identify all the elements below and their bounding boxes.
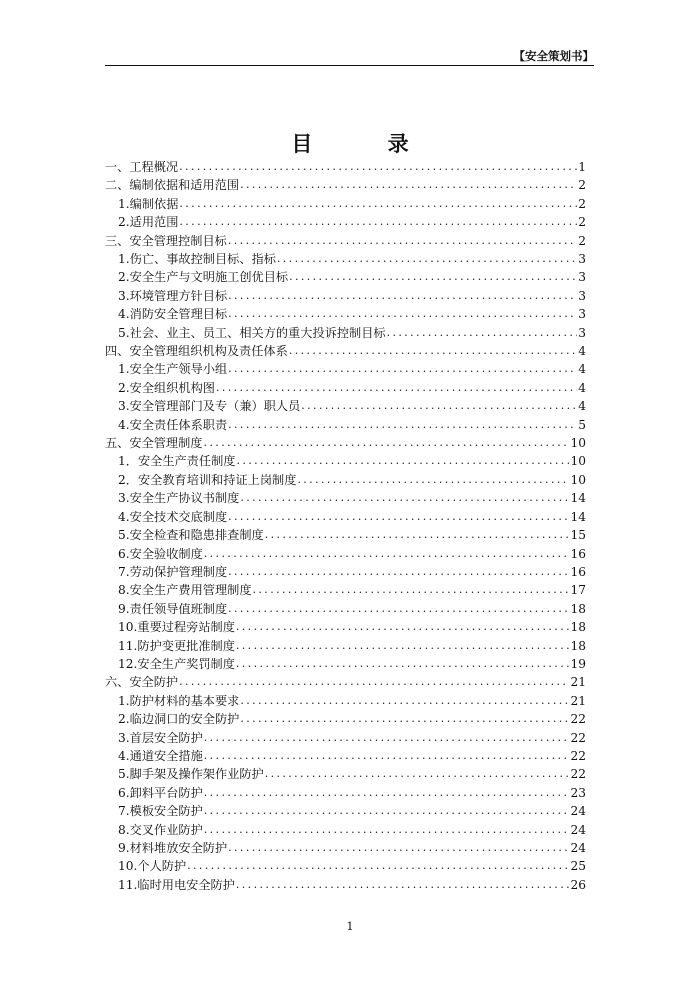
- toc-dot-leader: [236, 655, 570, 673]
- toc-dot-leader: [236, 618, 570, 636]
- toc-entry-page-number: 5: [578, 417, 586, 432]
- toc-entry-page-number: 16: [570, 546, 586, 561]
- toc-dot-leader: [277, 250, 577, 268]
- toc-entry-label: 3.安全生产协议书制度: [118, 491, 240, 506]
- toc-entry-page-number: 3: [578, 325, 586, 340]
- toc-entry[interactable]: [105, 692, 586, 710]
- toc-entry-label: 4.通道安全措施: [118, 748, 203, 763]
- toc-dot-leader: [204, 821, 570, 839]
- toc-entry[interactable]: [105, 581, 586, 599]
- toc-dot-leader: [240, 176, 577, 194]
- toc-dot-leader: [179, 158, 577, 176]
- toc-entry[interactable]: [105, 545, 586, 563]
- toc-entry[interactable]: [105, 342, 586, 360]
- toc-entry-label: 1．安全生产责任制度: [118, 454, 236, 469]
- toc-entry-label: 3.首层安全防护: [118, 730, 203, 745]
- toc-entry-label: 2.适用范围: [118, 215, 179, 230]
- toc-entry[interactable]: [105, 618, 586, 636]
- toc-dot-leader: [204, 784, 570, 802]
- toc-entry-label: 2.安全组织机构图: [118, 380, 215, 395]
- toc-entry-label: 7.模板安全防护: [118, 804, 203, 819]
- toc-entry[interactable]: [105, 526, 586, 544]
- toc-entry-label: 10.个人防护: [118, 859, 187, 874]
- table-of-contents: [105, 158, 586, 894]
- page-number: 1: [346, 920, 354, 933]
- toc-entry[interactable]: [105, 397, 586, 415]
- toc-dot-leader: [204, 434, 570, 452]
- toc-entry-label: 3.环境管理方针目标: [118, 288, 228, 303]
- toc-dot-leader: [289, 342, 577, 360]
- toc-dot-leader: [228, 360, 577, 378]
- toc-dot-leader: [228, 600, 569, 618]
- toc-entry-label: 9.材料堆放安全防护: [118, 841, 228, 856]
- toc-entry-label: 3.安全管理部门及专（兼）职人员: [118, 399, 301, 414]
- toc-entry-page-number: 2: [578, 215, 586, 230]
- toc-entry-label: 一、工程概况: [105, 159, 179, 174]
- toc-dot-leader: [228, 232, 577, 250]
- toc-entry-page-number: 16: [570, 564, 586, 579]
- toc-entry-label: 5.社会、业主、员工、相关方的重大投诉控制目标: [118, 325, 386, 340]
- toc-entry-label: 5.安全检查和隐患排查制度: [118, 528, 264, 543]
- toc-entry-label: 1.安全生产领导小组: [118, 362, 228, 377]
- toc-entry-page-number: 25: [570, 859, 586, 874]
- toc-entry-page-number: 22: [570, 712, 586, 727]
- toc-entry-page-number: 22: [570, 748, 586, 763]
- toc-entry[interactable]: [105, 563, 586, 581]
- toc-dot-leader: [228, 416, 577, 434]
- toc-entry-page-number: 10: [570, 454, 586, 469]
- toc-entry[interactable]: [105, 600, 586, 618]
- toc-dot-leader: [179, 673, 569, 691]
- toc-entry-page-number: 2: [578, 196, 586, 211]
- toc-entry[interactable]: [105, 158, 586, 176]
- toc-entry-page-number: 14: [570, 491, 586, 506]
- toc-dot-leader: [204, 729, 570, 747]
- toc-dot-leader: [187, 857, 569, 875]
- toc-entry[interactable]: [105, 765, 586, 783]
- toc-dot-leader: [301, 397, 577, 415]
- toc-dot-leader: [236, 637, 570, 655]
- toc-entry-label: 5.脚手架及操作架作业防护: [118, 767, 264, 782]
- toc-entry-page-number: 22: [570, 730, 586, 745]
- toc-dot-leader: [179, 213, 577, 231]
- toc-entry-page-number: 3: [578, 252, 586, 267]
- toc-entry[interactable]: [105, 489, 586, 507]
- toc-entry[interactable]: [105, 508, 586, 526]
- toc-entry-page-number: 18: [570, 601, 586, 616]
- toc-dot-leader: [236, 452, 569, 470]
- toc-dot-leader: [216, 379, 577, 397]
- toc-entry-page-number: 10: [570, 472, 586, 487]
- toc-dot-leader: [265, 765, 570, 783]
- toc-entry-label: 11.临时用电安全防护: [118, 877, 235, 892]
- toc-dot-leader: [387, 324, 578, 342]
- toc-entry-label: 8.交叉作业防护: [118, 822, 203, 837]
- toc-entry-page-number: 4: [578, 380, 586, 395]
- toc-entry-page-number: 2: [578, 178, 586, 193]
- toc-dot-leader: [236, 876, 570, 894]
- toc-entry[interactable]: [105, 747, 586, 765]
- toc-entry[interactable]: [105, 379, 586, 397]
- toc-dot-leader: [297, 471, 569, 489]
- toc-entry-page-number: 15: [570, 528, 586, 543]
- toc-entry[interactable]: [105, 784, 586, 802]
- page-title: 目 录: [291, 131, 443, 156]
- toc-entry-page-number: 24: [570, 841, 586, 856]
- toc-entry[interactable]: [105, 655, 586, 673]
- toc-entry-label: 2.安全生产与文明施工创优目标: [118, 270, 289, 285]
- toc-entry-page-number: 3: [578, 288, 586, 303]
- toc-dot-leader: [240, 692, 569, 710]
- toc-entry-label: 9.责任领导值班制度: [118, 601, 228, 616]
- header-rule: [105, 65, 594, 66]
- toc-dot-leader: [289, 268, 577, 286]
- toc-entry[interactable]: [105, 416, 586, 434]
- toc-dot-leader: [228, 305, 577, 323]
- toc-entry-label: 二、编制依据和适用范围: [105, 178, 240, 193]
- toc-entry[interactable]: [105, 434, 586, 452]
- toc-entry-page-number: 4: [578, 399, 586, 414]
- toc-entry-page-number: 24: [570, 804, 586, 819]
- toc-entry-label: 2．安全教育培训和持证上岗制度: [118, 472, 297, 487]
- toc-entry-label: 2.临边洞口的安全防护: [118, 712, 240, 727]
- toc-entry-label: 10.重要过程旁站制度: [118, 620, 235, 635]
- toc-entry-label: 1.伤亡、事故控制目标、指标: [118, 252, 276, 267]
- toc-entry-label: 1.编制依据: [118, 196, 179, 211]
- toc-entry[interactable]: [105, 268, 586, 286]
- toc-entry-page-number: 1: [578, 159, 586, 174]
- toc-entry-page-number: 18: [570, 620, 586, 635]
- toc-dot-leader: [228, 563, 569, 581]
- toc-entry[interactable]: [105, 287, 586, 305]
- header-text: 【安全策划书】: [513, 49, 594, 63]
- toc-entry-label: 6.安全验收制度: [118, 546, 203, 561]
- toc-entry[interactable]: [105, 710, 586, 728]
- toc-entry[interactable]: [105, 876, 586, 894]
- toc-entry-page-number: 4: [578, 344, 586, 359]
- toc-entry-page-number: 19: [570, 656, 586, 671]
- toc-entry-label: 4.安全责任体系职责: [118, 417, 228, 432]
- toc-dot-leader: [240, 710, 569, 728]
- toc-entry[interactable]: [105, 305, 586, 323]
- toc-entry-label: 11.防护变更批准制度: [118, 638, 235, 653]
- toc-entry-label: 7.劳动保护管理制度: [118, 564, 228, 579]
- toc-entry-page-number: 3: [578, 307, 586, 322]
- toc-entry-page-number: 2: [578, 233, 586, 248]
- toc-entry[interactable]: [105, 839, 586, 857]
- toc-entry-label: 8.安全生产费用管理制度: [118, 583, 252, 598]
- toc-entry[interactable]: [105, 360, 586, 378]
- toc-entry-page-number: 3: [578, 270, 586, 285]
- toc-entry-page-number: 26: [570, 877, 586, 892]
- toc-dot-leader: [179, 195, 577, 213]
- toc-entry-page-number: 22: [570, 767, 586, 782]
- toc-entry[interactable]: [105, 324, 586, 342]
- toc-dot-leader: [265, 526, 570, 544]
- toc-entry-page-number: 14: [570, 509, 586, 524]
- toc-dot-leader: [204, 545, 570, 563]
- toc-dot-leader: [204, 747, 570, 765]
- toc-entry-page-number: 10: [570, 436, 586, 451]
- toc-entry-label: 四、安全管理组织机构及责任体系: [105, 344, 288, 359]
- toc-entry-page-number: 4: [578, 362, 586, 377]
- toc-entry-label: 1.防护材料的基本要求: [118, 693, 240, 708]
- toc-entry[interactable]: [105, 176, 586, 194]
- running-header: [105, 48, 594, 64]
- toc-entry-label: 4.安全技术交底制度: [118, 509, 228, 524]
- toc-entry-page-number: 21: [570, 693, 586, 708]
- toc-entry-page-number: 24: [570, 822, 586, 837]
- toc-entry[interactable]: [105, 857, 586, 875]
- toc-entry[interactable]: [105, 213, 586, 231]
- toc-entry[interactable]: [105, 250, 586, 268]
- toc-entry[interactable]: [105, 821, 586, 839]
- toc-dot-leader: [240, 489, 569, 507]
- toc-entry[interactable]: [105, 232, 586, 250]
- toc-entry-page-number: 21: [570, 675, 586, 690]
- toc-entry[interactable]: [105, 195, 586, 213]
- toc-entry-label: 六、安全防护: [105, 675, 179, 690]
- toc-entry-label: 五、安全管理制度: [105, 436, 203, 451]
- toc-entry[interactable]: [105, 637, 586, 655]
- toc-entry-label: 4.消防安全管理目标: [118, 307, 228, 322]
- toc-dot-leader: [228, 508, 569, 526]
- toc-dot-leader: [228, 839, 569, 857]
- toc-entry-page-number: 17: [570, 583, 586, 598]
- toc-dot-leader: [204, 802, 570, 820]
- toc-entry[interactable]: [105, 453, 586, 471]
- toc-entry-page-number: 18: [570, 638, 586, 653]
- toc-entry[interactable]: [105, 471, 586, 489]
- toc-entry[interactable]: [105, 802, 586, 820]
- toc-entry-label: 6.卸料平台防护: [118, 785, 203, 800]
- toc-entry[interactable]: [105, 729, 586, 747]
- toc-dot-leader: [253, 581, 570, 599]
- toc-entry[interactable]: [105, 673, 586, 691]
- toc-entry-page-number: 23: [570, 785, 586, 800]
- toc-entry-label: 三、安全管理控制目标: [105, 233, 227, 248]
- toc-entry-label: 12.安全生产奖罚制度: [118, 656, 235, 671]
- toc-dot-leader: [228, 287, 577, 305]
